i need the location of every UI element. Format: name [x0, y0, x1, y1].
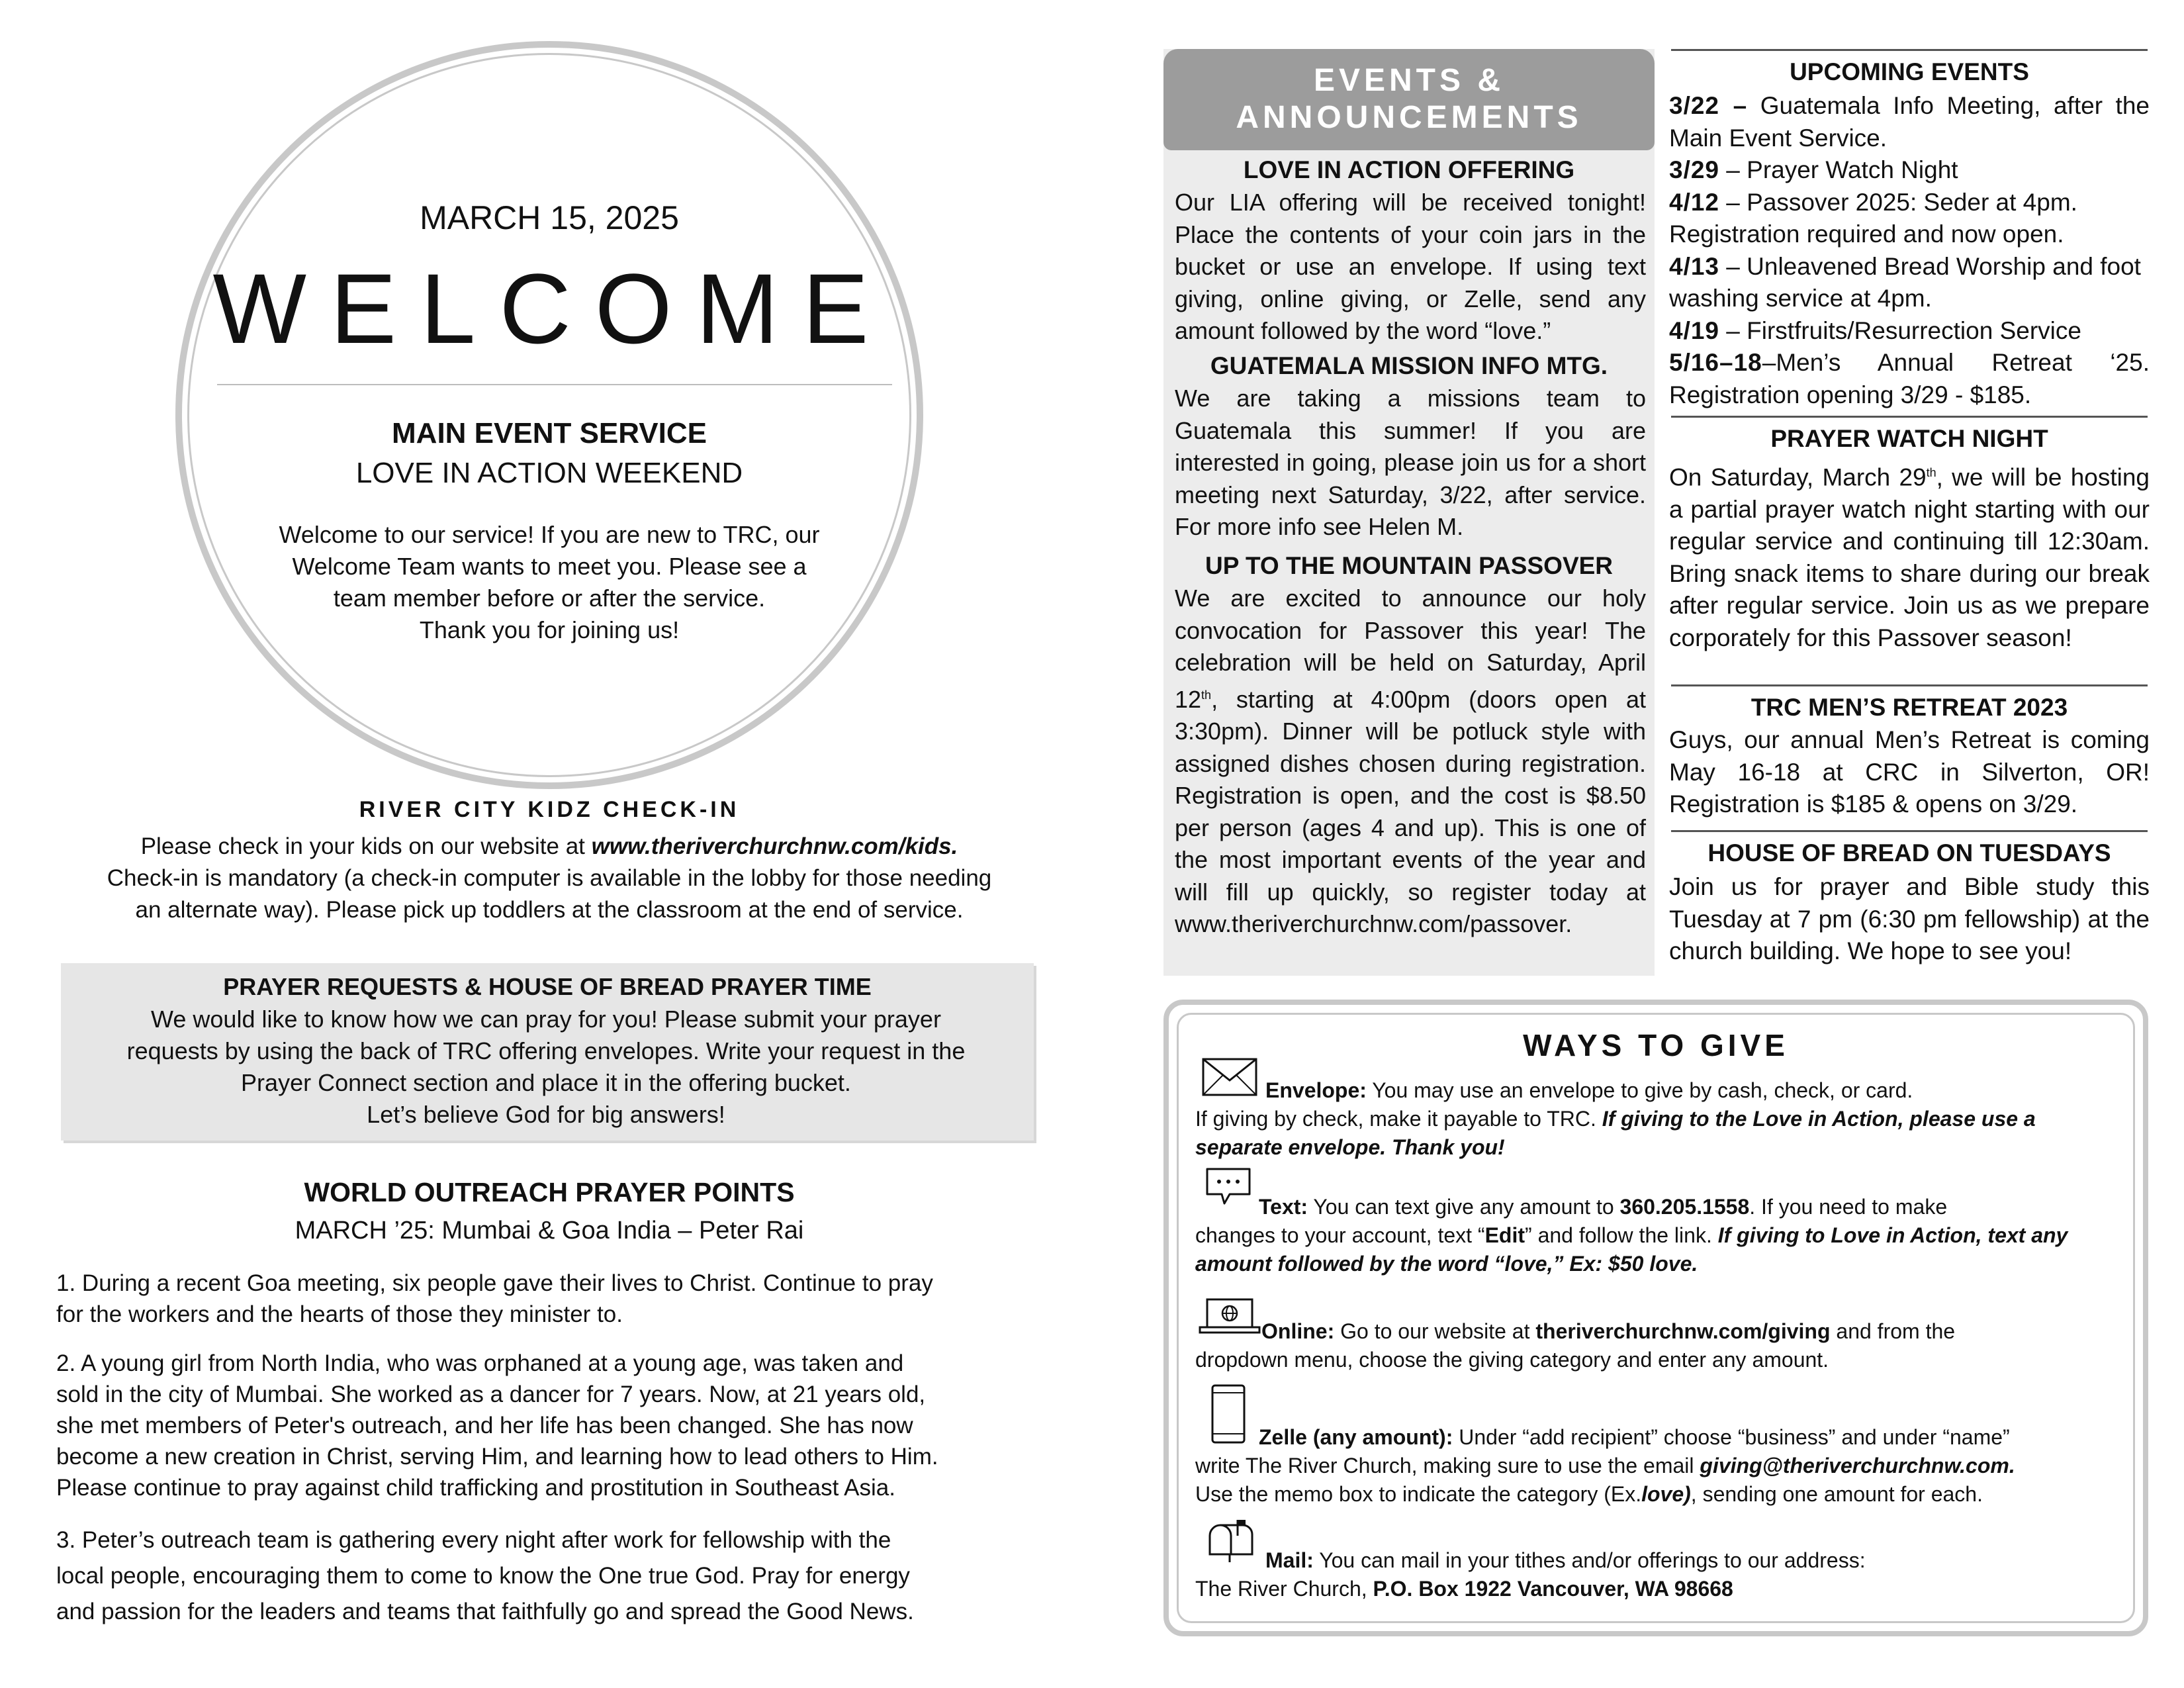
give-mail	[1195, 1546, 2122, 1603]
mail-address: P.O. Box 1922 Vancouver, WA 98668	[1373, 1577, 1733, 1601]
prayer-line: Prayer Connect section and place it in the offering bucket.	[241, 1069, 851, 1096]
prayer-point-line: become a new creation in Christ, serving Him, and learning how to lead others to Him.	[56, 1444, 938, 1470]
guatemala-title: GUATEMALA MISSION INFO MTG.	[1210, 352, 1608, 379]
prayer-watch-title: PRAYER WATCH NIGHT	[1770, 425, 2048, 452]
envelope-note: If giving to the Love in Action, please use a separate envelope. Thank you!	[1195, 1107, 2036, 1159]
passover-title: UP TO THE MOUNTAIN PASSOVER	[1205, 552, 1614, 579]
kidz-line: an alternate way). Please pick up toddlers at the classroom at the end of service.	[135, 897, 964, 923]
online-label: Online:	[1261, 1319, 1335, 1343]
service-title: MAIN EVENT SERVICE	[392, 417, 707, 449]
zelle-text: , sending one amount for each.	[1690, 1482, 1983, 1506]
divider	[1671, 684, 2148, 686]
prayer-watch-text: , we will be hosting a partial prayer watch night starting with our regular service and continuing till 12:30am. Bring snack items to share during our break after regular service. Join us as we prepare corporately for this Passover season!	[1669, 463, 2150, 651]
welcome-title: WELCOME	[212, 253, 893, 364]
prayer-point	[56, 1523, 1049, 1630]
kidz-checkin-title: RIVER CITY KIDZ CHECK-IN	[359, 797, 740, 822]
ways-to-give-title: WAYS TO GIVE	[1523, 1028, 1789, 1062]
text-text: . If you need to make	[1749, 1195, 1948, 1219]
upcoming-text: – Unleavened Bread Worship and foot washing service at 4pm.	[1669, 252, 2141, 312]
passover-text: , starting at 4:00pm (doors open at 3:30pm). Dinner will be potluck style with assigned dishes chosen during registration. Registration is open, and the cost is $8.50 per person (ages 4 and up). This is one of the most important events of the year and will fill up quickly, so register today at www.theriverchurchnw.com/passover.	[1175, 685, 1646, 937]
upcoming-text: – Firstfruits/Resurrection Service	[1719, 316, 2081, 344]
kidz-line: Please check in your kids on our website at	[140, 833, 592, 859]
service-subtitle: LOVE IN ACTION WEEKEND	[355, 457, 743, 489]
passover-body	[1175, 583, 1646, 941]
text-text: ” and follow the link.	[1525, 1223, 1718, 1247]
kidz-checkin-body	[53, 831, 1046, 926]
events-header-line: ANNOUNCEMENTS	[1236, 100, 1582, 135]
prayer-line: We would like to know how we can pray for you! Please submit your prayer	[151, 1006, 941, 1033]
mail-label: Mail:	[1265, 1548, 1314, 1572]
service-date: MARCH 15, 2025	[420, 199, 679, 236]
prayer-watch-sup: th	[1926, 466, 1936, 479]
upcoming-item	[1669, 187, 2150, 251]
outreach-subtitle: MARCH ’25: Mumbai & Goa India – Peter Rai	[295, 1217, 804, 1244]
prayer-point-line: Please continue to pray against child trafficking and prostitution in Southeast Asia.	[56, 1475, 895, 1501]
prayer-point-line: local people, encouraging them to come to know the One true God. Pray for energy	[56, 1563, 910, 1589]
welcome-line: team member before or after the service.	[333, 585, 766, 612]
upcoming-events-list	[1669, 90, 2150, 411]
text-label: Text:	[1259, 1195, 1308, 1219]
laptop-globe-icon	[1198, 1297, 1261, 1335]
mens-retreat-title: TRC MEN’S RETREAT 2023	[1751, 694, 2068, 721]
welcome-line: Welcome Team wants to meet you. Please see a	[292, 553, 807, 580]
give-text	[1195, 1193, 2122, 1278]
envelope-icon	[1202, 1058, 1257, 1096]
prayer-point	[56, 1268, 1049, 1330]
envelope-text: You may use an envelope to give by cash, check, or card.	[1366, 1078, 1913, 1102]
prayer-line: Let’s believe God for big answers!	[367, 1101, 725, 1128]
upcoming-date: 4/13	[1669, 252, 1720, 280]
text-text: changes to your account, text “	[1195, 1223, 1485, 1247]
upcoming-item	[1669, 90, 2150, 154]
upcoming-date: 3/22 –	[1669, 92, 1748, 119]
give-online	[1195, 1317, 2122, 1374]
zelle-text: write The River Church, making sure to use the email	[1195, 1454, 1700, 1477]
divider	[1671, 416, 2148, 418]
phone-icon	[1210, 1383, 1247, 1444]
text-number[interactable]: 360.205.1558	[1619, 1195, 1750, 1219]
zelle-love-keyword: love)	[1641, 1482, 1691, 1506]
upcoming-text: – Passover 2025: Seder at 4pm. Registration required and now open.	[1669, 188, 2077, 248]
house-of-bread-title: HOUSE OF BREAD ON TUESDAYS	[1707, 839, 2111, 867]
upcoming-date: 3/29	[1669, 156, 1720, 183]
mailbox-icon	[1203, 1516, 1256, 1564]
events-header-line: EVENTS &	[1313, 63, 1505, 98]
give-zelle	[1195, 1423, 2122, 1509]
upcoming-text: –Men’s Annual Retreat ‘25. Registration opening 3/29 - $185.	[1669, 349, 2150, 408]
welcome-message	[245, 519, 854, 646]
prayer-line: requests by using the back of TRC offering envelopes. Write your request in the	[126, 1037, 966, 1064]
mail-text: You can mail in your tithes and/or offerings to our address:	[1313, 1548, 1866, 1572]
online-giving-link[interactable]: theriverchurchnw.com/giving	[1535, 1319, 1831, 1343]
welcome-line: Welcome to our service! If you are new to TRC, our	[279, 521, 820, 548]
prayer-watch-body	[1669, 457, 2150, 654]
upcoming-events-title: UPCOMING EVENTS	[1790, 58, 2029, 85]
prayer-watch-text: On Saturday, March 29	[1669, 463, 1927, 491]
online-text: and from the	[1830, 1319, 1956, 1343]
passover-text: We are excited to announce our holy convocation for Passover this year! The celebration will be held on Saturday, April 12	[1175, 585, 1646, 713]
lia-offering-body: Our LIA offering will be received tonight! Place the contents of your coin jars in the bucket or use an envelope. If using text giving, online giving, or Zelle, send any amount followed by the word “love.”	[1175, 189, 1646, 344]
prayer-point-line: she met members of Peter's outreach, and her life has been changed. She has now	[56, 1413, 913, 1438]
prayer-point-line: for the workers and the hearts of those they minister to.	[56, 1301, 623, 1327]
upcoming-text: – Prayer Watch Night	[1719, 156, 1958, 183]
text-note: If giving to Love in Action, text any amount followed by the word “love,” Ex: $50 love.	[1195, 1223, 2068, 1276]
zelle-label: Zelle (any amount):	[1259, 1425, 1453, 1449]
upcoming-item	[1669, 347, 2150, 411]
prayer-point-line: 3. Peter’s outreach team is gathering every night after work for fellowship with the	[56, 1527, 891, 1553]
zelle-text: Under “add recipient” choose “business” and under “name”	[1453, 1425, 2010, 1449]
mens-retreat-body: Guys, our annual Men’s Retreat is coming May 16-18 at CRC in Silverton, OR! Registration is $185 & opens on 3/29.	[1669, 726, 2150, 818]
envelope-text: If giving by check, make it payable to TRC.	[1195, 1107, 1602, 1131]
chat-bubble-icon	[1205, 1166, 1252, 1207]
upcoming-item	[1669, 251, 2150, 315]
online-text: Go to our website at	[1334, 1319, 1536, 1343]
guatemala-body: We are taking a missions team to Guatemala this summer! If you are interested in going, please join us for a short meeting next Saturday, 3/22, after service. For more info see Helen M.	[1175, 385, 1646, 540]
upcoming-item	[1669, 154, 2150, 187]
upcoming-text: Guatemala Info Meeting, after the Main Event Service.	[1669, 92, 2150, 152]
text-edit-keyword: Edit	[1484, 1223, 1525, 1247]
prayer-point-line: and passion for the leaders and teams that faithfully go and spread the Good News.	[56, 1599, 914, 1624]
house-of-bread-body: Join us for prayer and Bible study this Tuesday at 7 pm (6:30 pm fellowship) at the church building. We hope to see you!	[1669, 873, 2150, 964]
divider	[1671, 830, 2148, 832]
online-text: dropdown menu, choose the giving category and enter any amount.	[1195, 1348, 1829, 1372]
events-header	[1163, 49, 1655, 150]
zelle-text: Use the memo box to indicate the category (Ex.	[1195, 1482, 1642, 1506]
prayer-point-line: sold in the city of Mumbai. She worked as a dancer for 7 years. Now, at 21 years old,	[56, 1382, 926, 1407]
zelle-email[interactable]: giving@theriverchurchnw.com.	[1700, 1454, 2015, 1477]
upcoming-date: 5/16–18	[1669, 349, 1762, 376]
passover-sup: th	[1201, 688, 1212, 702]
upcoming-date: 4/19	[1669, 316, 1720, 344]
upcoming-item	[1669, 315, 2150, 348]
envelope-label: Envelope:	[1265, 1078, 1367, 1102]
prayer-point-line: 2. A young girl from North India, who was orphaned at a young age, was taken and	[56, 1350, 904, 1376]
welcome-line: Thank you for joining us!	[419, 616, 680, 643]
prayer-point-line: 1. During a recent Goa meeting, six people gave their lives to Christ. Continue to pray	[56, 1270, 933, 1296]
prayer-requests-title: PRAYER REQUESTS & HOUSE OF BREAD PRAYER TIME	[223, 973, 872, 1000]
mail-text: The River Church,	[1195, 1577, 1373, 1601]
welcome-divider	[217, 384, 892, 385]
lia-offering-title: LOVE IN ACTION OFFERING	[1243, 156, 1575, 183]
welcome-circle-inner	[187, 53, 911, 777]
text-text: You can text give any amount to	[1308, 1195, 1620, 1219]
divider	[1671, 49, 2148, 51]
prayer-requests-body	[79, 1004, 1013, 1131]
kidz-line: Check-in is mandatory (a check-in computer is available in the lobby for those needing	[107, 865, 992, 891]
give-envelope	[1195, 1068, 2122, 1162]
outreach-title: WORLD OUTREACH PRAYER POINTS	[304, 1177, 795, 1207]
upcoming-date: 4/12	[1669, 188, 1720, 216]
prayer-point	[56, 1348, 1049, 1503]
kidz-link[interactable]: www.theriverchurchnw.com/kids.	[591, 833, 958, 859]
